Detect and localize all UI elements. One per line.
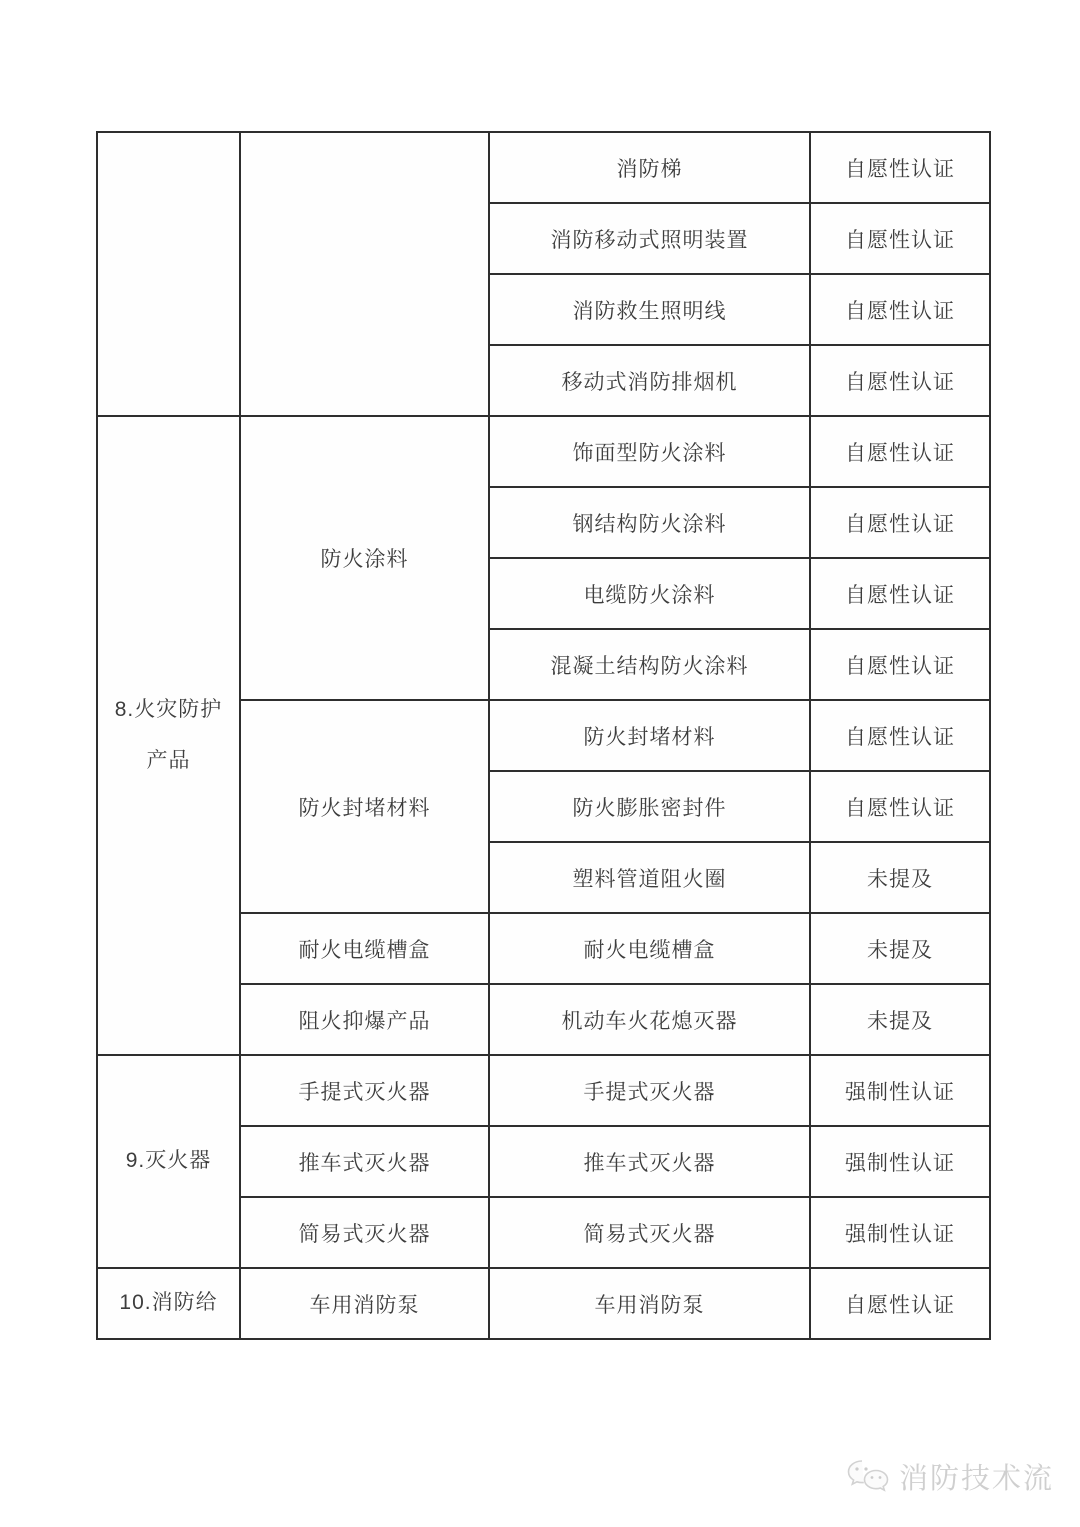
subcategory-cell-vehicle-fire-pump: 车用消防泵 xyxy=(240,1268,489,1339)
product-cell: 电缆防火涂料 xyxy=(489,558,810,629)
table-row xyxy=(97,1055,990,1126)
product-cell: 手提式灭火器 xyxy=(489,1055,810,1126)
category-cell-fire-protection-products xyxy=(97,416,240,1055)
certification-cell: 自愿性认证 xyxy=(810,558,990,629)
subcategory-cell-fireproof-coating: 防火涂料 xyxy=(240,416,489,700)
subcategory-cell-fire-resistant-cable-trunking: 耐火电缆槽盒 xyxy=(240,913,489,984)
subcategory-cell-flame-arrest-products: 阻火抑爆产品 xyxy=(240,984,489,1055)
product-cell: 机动车火花熄灭器 xyxy=(489,984,810,1055)
table-row xyxy=(97,416,990,487)
category-cell-extinguishers xyxy=(97,1055,240,1268)
category-label-line: 9.灭火器 xyxy=(125,1149,212,1173)
table-row xyxy=(97,1268,990,1339)
certification-cell: 强制性认证 xyxy=(810,1197,990,1268)
product-cell: 消防救生照明线 xyxy=(489,274,810,345)
certification-cell: 自愿性认证 xyxy=(810,203,990,274)
certification-cell: 自愿性认证 xyxy=(810,1268,990,1339)
certification-cell: 自愿性认证 xyxy=(810,629,990,700)
certification-cell: 自愿性认证 xyxy=(810,132,990,203)
certification-cell: 自愿性认证 xyxy=(810,771,990,842)
certification-cell: 自愿性认证 xyxy=(810,700,990,771)
subcategory-cell-portable-extinguisher: 手提式灭火器 xyxy=(240,1055,489,1126)
certification-cell: 强制性认证 xyxy=(810,1055,990,1126)
category-cell-blank xyxy=(97,132,240,416)
watermark xyxy=(845,1456,1054,1497)
certification-cell: 未提及 xyxy=(810,842,990,913)
product-cell: 消防梯 xyxy=(489,132,810,203)
subcategory-cell-simple-extinguisher: 简易式灭火器 xyxy=(240,1197,489,1268)
product-cell: 移动式消防排烟机 xyxy=(489,345,810,416)
product-cell: 简易式灭火器 xyxy=(489,1197,810,1268)
product-cell: 消防移动式照明装置 xyxy=(489,203,810,274)
product-cell: 钢结构防火涂料 xyxy=(489,487,810,558)
wechat-icon xyxy=(845,1458,891,1496)
product-cell: 塑料管道阻火圈 xyxy=(489,842,810,913)
subcategory-cell-fire-sealing-material: 防火封堵材料 xyxy=(240,700,489,913)
watermark-text: 消防技术流 xyxy=(898,1463,1054,1495)
certification-table xyxy=(96,131,991,1340)
certification-cell: 自愿性认证 xyxy=(810,487,990,558)
product-cell: 防火膨胀密封件 xyxy=(489,771,810,842)
category-cell-fire-water-supply xyxy=(97,1268,240,1339)
subcategory-cell-wheeled-extinguisher: 推车式灭火器 xyxy=(240,1126,489,1197)
table-row xyxy=(97,132,990,203)
subcategory-cell-blank xyxy=(240,132,489,416)
product-cell: 推车式灭火器 xyxy=(489,1126,810,1197)
category-label-line: 产品 xyxy=(146,748,191,772)
certification-cell: 未提及 xyxy=(810,984,990,1055)
certification-cell: 未提及 xyxy=(810,913,990,984)
product-cell: 防火封堵材料 xyxy=(489,700,810,771)
certification-cell: 自愿性认证 xyxy=(810,345,990,416)
category-label-line: 8.火灾防护 xyxy=(114,698,223,722)
product-cell: 混凝土结构防火涂料 xyxy=(489,629,810,700)
certification-cell: 自愿性认证 xyxy=(810,274,990,345)
certification-cell: 强制性认证 xyxy=(810,1126,990,1197)
category-label-line: 10.消防给 xyxy=(119,1291,218,1315)
product-cell: 车用消防泵 xyxy=(489,1268,810,1339)
product-cell: 耐火电缆槽盒 xyxy=(489,913,810,984)
certification-cell: 自愿性认证 xyxy=(810,416,990,487)
product-cell: 饰面型防火涂料 xyxy=(489,416,810,487)
